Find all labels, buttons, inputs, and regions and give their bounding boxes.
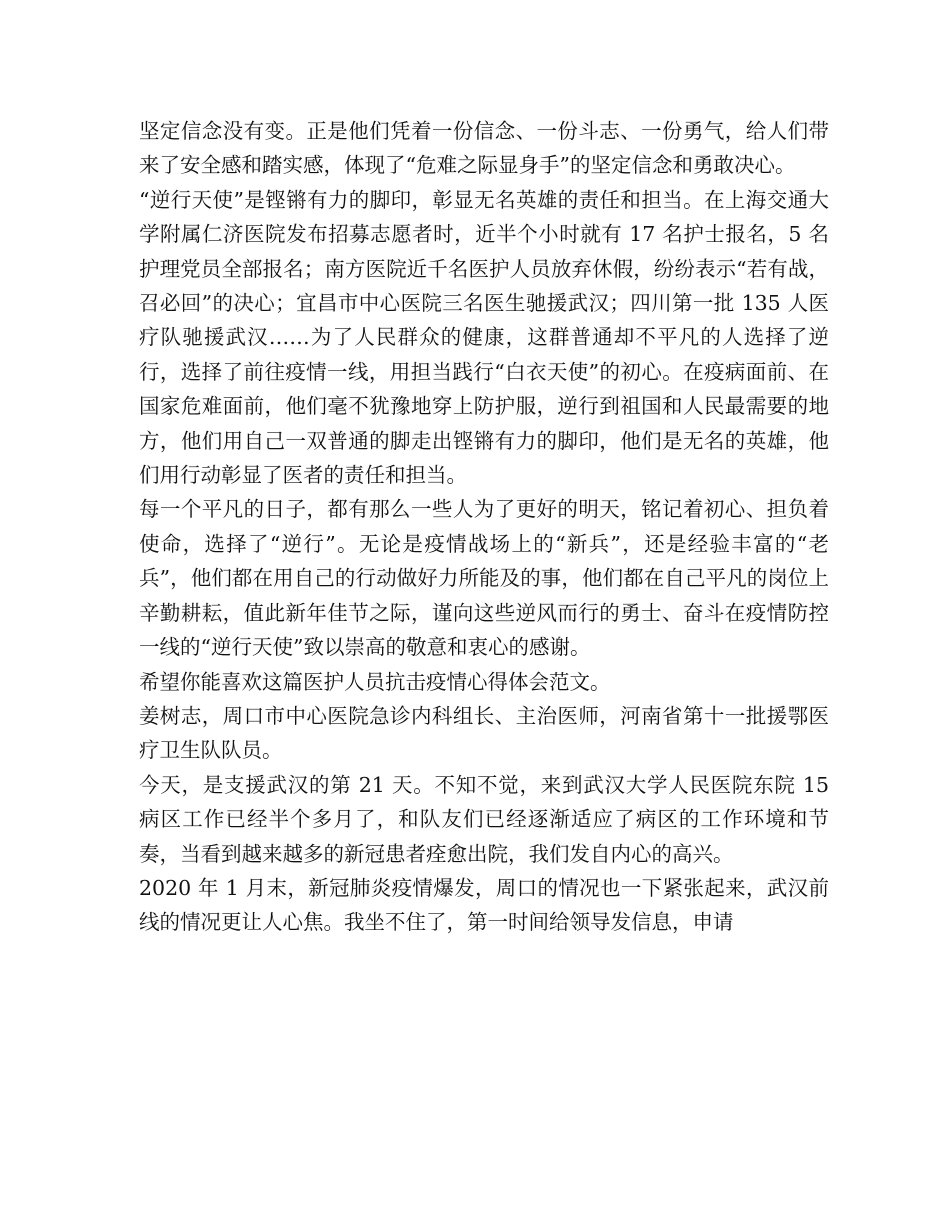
document-body [139,114,829,940]
paragraph-2: “逆行天使”是铿锵有力的脚印，彰显无名英雄的责任和担当。在上海交通大学附属仁济医院发布招募志愿者时，近半个小时就有 17 名护士报名，5 名护理党员全部报名；南方医院近千名医护人员放弃休假，纷纷表示“若有战，召必回”的决心；宜昌市中心医院三名医生驰援武汉；四川第一批 135 人医疗队驰援武汉……为了人民群众的健康，这群普通却不平凡的人选择了逆行，选择了前往疫情一线，用担当践行“白衣天使”的初心。在疫病面前、在国家危难面前，他们毫不犹豫地穿上防护服，逆行到祖国和人民最需要的地方，他们用自己一双普通的脚走出铿锵有力的脚印，他们是无名的英雄，他们用行动彰显了医者的责任和担当。 [139,187,829,488]
paragraph-6: 今天，是支援武汉的第 21 天。不知不觉，来到武汉大学人民医院东院 15 病区工作已经半个多月了，和队友们已经逐渐适应了病区的工作环境和节奏，当看到越来越多的新冠患者痊愈出院，我们发自内心的高兴。 [139,772,829,866]
paragraph-7: 2020 年 1 月末，新冠肺炎疫情爆发，周口的情况也一下紧张起来，武汉前线的情况更让人心焦。我坐不住了，第一时间给领导发信息，申请 [139,875,829,935]
paragraph-1: 坚定信念没有变。正是他们凭着一份信念、一份斗志、一份勇气，给人们带来了安全感和踏实感，体现了“危难之际显身手”的坚定信念和勇敢决心。 [139,119,829,178]
paragraph-3: 每一个平凡的日子，都有那么一些人为了更好的明天，铭记着初心、担负着使命，选择了“逆行”。无论是疫情战场上的“新兵”，还是经验丰富的“老兵”，他们都在用自己的行动做好力所能及的事，他们都在自己平凡的岗位上辛勤耕耘，值此新年佳节之际，谨向这些逆风而行的勇士、奋斗在疫情防控一线的“逆行天使”致以崇高的敬意和衷心的感谢。 [139,497,829,660]
paragraph-5: 姜树志，周口市中心医院急诊内科组长、主治医师，河南省第十一批援鄂医疗卫生队队员。 [139,703,829,763]
paragraph-4: 希望你能喜欢这篇医护人员抗击疫情心得体会范文。 [139,669,611,694]
